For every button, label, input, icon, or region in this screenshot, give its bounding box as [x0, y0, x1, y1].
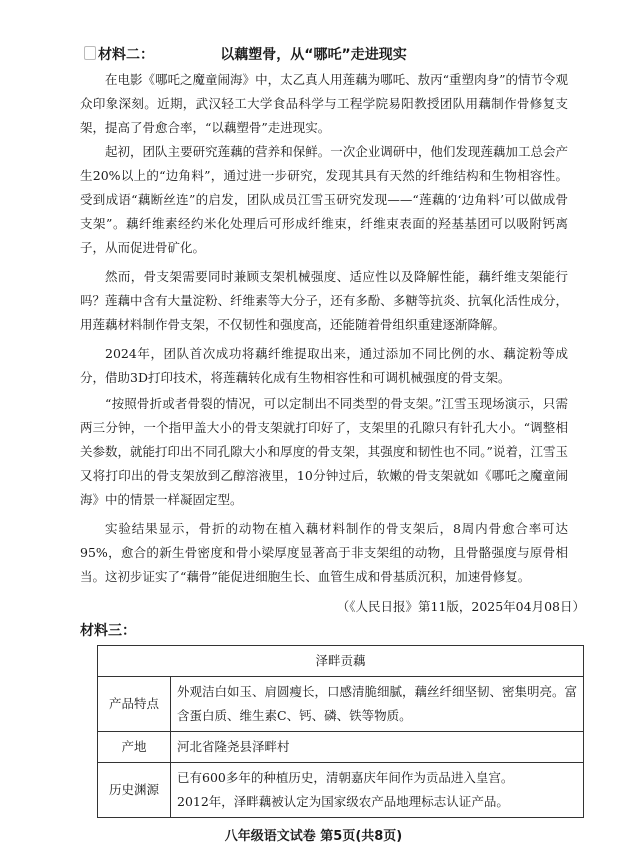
table-header-row — [98, 646, 584, 677]
paragraph-5: “按照骨折或者骨裂的情况，可以定制出不同类型的骨支架。”江雪玉现场演示，只需两三分钟，一个指甲盖大小的骨支架就打印好了，支架里的孔隙只有针孔大小。“调整相关参数，就能打印出不同孔隙大小和厚度的骨支架，其强度和韧性也不同。”说着，江雪玉又将打印出的骨支架放到乙醇溶液里，10分钟过后，软嫩的骨支架就如《哪吒之魔童闹海》中的情景一样凝固定型。 — [80, 396, 568, 507]
row-key-features: 产品特点 — [98, 677, 171, 732]
history-line-1: 已有600多年的种植历史，清朝嘉庆年间作为贡品进入皇宫。 — [177, 770, 514, 785]
row-key-history: 历史渊源 — [98, 763, 171, 818]
paragraph-1: 在电影《哪吒之魔童闹海》中，太乙真人用莲藕为哪吒、敖丙“重塑肉身”的情节令观众印象深刻。近期，武汉轻工大学食品科学与工程学院易阳教授团队用藕制作骨修复支架，提高了骨愈合率，“以藕塑骨”走进现实。 — [80, 72, 568, 135]
material2-label: 材料二： — [98, 47, 154, 63]
row-value-origin: 河北省隆尧县泽畔村 — [171, 732, 584, 763]
paragraph-6: 实验结果显示，骨折的动物在植入藕材料制作的骨支架后，8周内骨愈合率可达95%，愈合的新生骨密度和骨小梁厚度显著高于非支架组的动物，且骨骼强度与原骨相当。这初步证实了“藕骨”能促进细胞生长、血管生成和骨基质沉积，加速骨修复。 — [80, 521, 568, 584]
paragraph-4: 2024年，团队首次成功将藕纤维提取出来，通过添加不同比例的水、藕淀粉等成分，借助3D打印技术，将莲藕转化成有生物相容性和可调机械强度的骨支架。 — [80, 346, 568, 385]
paragraph-2: 起初，团队主要研究莲藕的营养和保鲜。一次企业调研中，他们发现莲藕加工总会产生20%以上的“边角料”，通过进一步研究，发现其具有天然的纤维结构和生物相容性。受到成语“藕断丝连”的启发，团队成员江雪玉研究发现——“莲藕的‘边角料’可以做成骨支架”。藕纤维素经约米化处理后可形成纤维束，纤维束表面的羟基基团可以吸附钙离子，从而促进骨矿化。 — [80, 144, 568, 255]
material2-title: 以藕塑骨，从“哪吒”走进现实 — [220, 47, 407, 63]
product-table — [97, 645, 584, 818]
table-row — [98, 732, 584, 763]
paragraph-3: 然而，骨支架需要同时兼顾支架机械强度、适应性以及降解性能，藕纤维支架能行吗？莲藕中含有大量淀粉、纤维素等大分子，还有多酚、多糖等抗炎、抗氧化活性成分，用莲藕材料制作骨支架，不仅韧性和强度高，还能随着骨组织重建逐渐降解。 — [80, 269, 568, 332]
table-title: 泽畔贡藕 — [98, 646, 584, 677]
row-key-origin: 产地 — [98, 732, 171, 763]
table-row — [98, 677, 584, 732]
page-footer: 八年级语文试卷 第5页(共8页) — [224, 829, 403, 844]
material3-label: 材料三： — [80, 623, 136, 639]
source-citation: （《人民日报》第11版，2025年04月08日） — [336, 599, 585, 614]
row-value-history — [171, 763, 584, 818]
row-value-features: 外观洁白如玉、肩圆瘦长，口感清脆细腻，藕丝纤细坚韧、密集明亮。富含蛋白质、维生素C、钙、磷、铁等物质。 — [171, 677, 584, 732]
table-row — [98, 763, 584, 818]
history-line-2: 2012年，泽畔藕被认定为国家级农产品地理标志认证产品。 — [177, 794, 509, 809]
